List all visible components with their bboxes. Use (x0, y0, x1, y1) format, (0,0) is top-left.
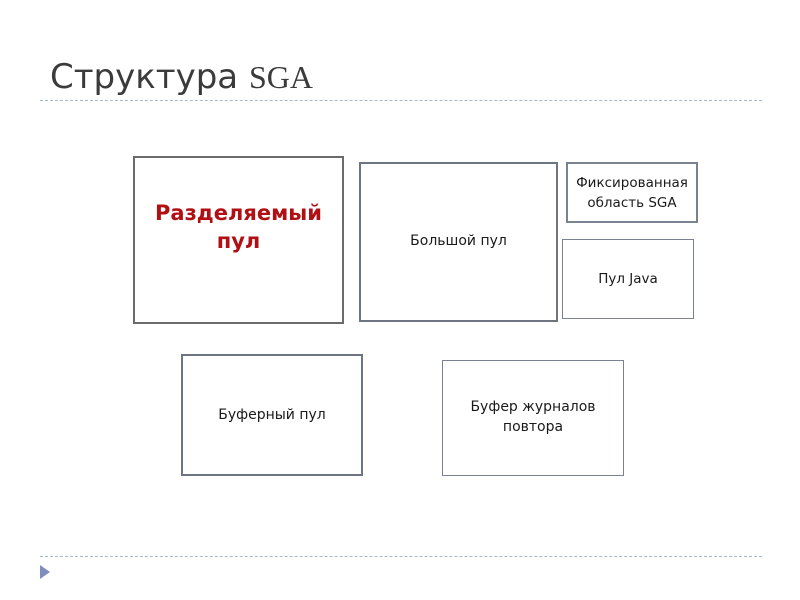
java-pool-box (562, 239, 694, 319)
buffer-pool-box (181, 354, 363, 476)
bottom-divider (40, 556, 762, 557)
java-pool-label: Пул Java (598, 271, 658, 287)
shared-pool-box (133, 156, 344, 324)
fixed-sga-label: Фиксированная область SGA (576, 174, 688, 211)
large-pool-box (359, 162, 558, 322)
fixed-sga-box (566, 162, 698, 223)
redo-log-buffer-label: Буфер журналов повтора (470, 399, 596, 435)
top-divider (40, 100, 762, 101)
slide-title-word: Структура (50, 57, 239, 97)
shared-pool-label: Разделяемый пул (155, 201, 322, 253)
redo-log-buffer-box (442, 360, 624, 476)
play-triangle-icon[interactable] (40, 565, 50, 579)
slide-title (50, 55, 313, 99)
large-pool-label: Большой пул (410, 233, 507, 249)
slide-title-abbr: SGA (248, 59, 313, 95)
buffer-pool-label: Буферный пул (218, 407, 326, 423)
